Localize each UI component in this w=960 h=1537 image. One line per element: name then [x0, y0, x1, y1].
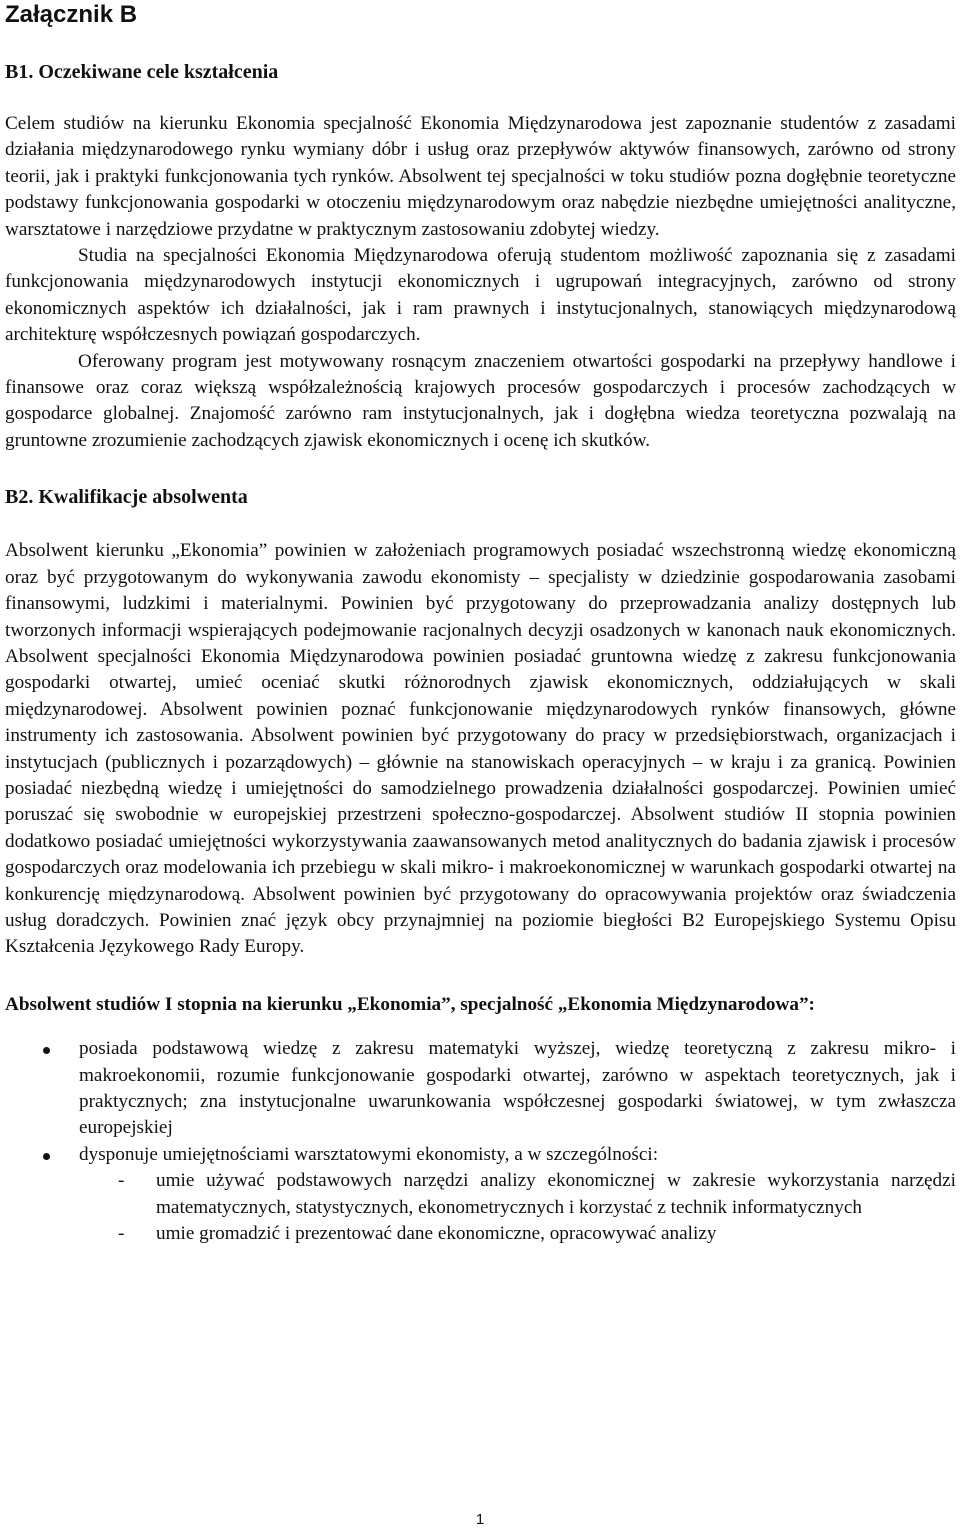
- b1-p1-text: Celem studiów na kierunku Ekonomia specjalność Ekonomia Międzynarodowa jest zapoznanie studentów z zasadami działania międzynarodowego rynku wymiany dóbr i usług oraz przepływów aktywów finansowych, zarówno od strony teorii, jak i praktyki funkcjonowania tych rynków. Absolwent tej specjalności w toku studiów pozna dogłębnie teoretyczne podstawy funkcjonowania gospodarki w otoczeniu międzynarodowym oraz nabędzie niezbędne umiejętności analityczne, warsztatowe i narzędziowe przydatne w praktycznym zastosowaniu zdobytej wiedzy.: [5, 113, 956, 240]
- b1-paragraph-1: [5, 111, 956, 243]
- b1-paragraph-3: [5, 349, 956, 455]
- dash-icon: -: [118, 1223, 125, 1245]
- list-item: [5, 1036, 956, 1142]
- sub-list: [79, 1168, 956, 1247]
- section-b2-heading: B2. Kwalifikacje absolwenta: [5, 486, 248, 509]
- sub-list-item: [5, 1221, 956, 1247]
- bullet-icon: [43, 1047, 50, 1054]
- bullet-text: dysponuje umiejętnościami warsztatowymi ekonomisty, a w szczególności:: [79, 1143, 659, 1165]
- sub-list-item: [5, 1168, 956, 1221]
- page-number: 1: [475, 1511, 485, 1528]
- sub-item-text: umie używać podstawowych narzędzi analizy ekonomicznej w zakresie wykorzystania narzędzi matematycznych, statystycznych, ekonometrycznych i korzystać z technik informatycznych: [156, 1170, 956, 1218]
- page-title: Załącznik B: [5, 1, 138, 28]
- list-item: [5, 1142, 956, 1248]
- graduate-bullet-list: [5, 1036, 956, 1247]
- b2-paragraph: [5, 538, 956, 961]
- dash-icon: -: [118, 1170, 125, 1192]
- bullet-icon: [43, 1153, 50, 1160]
- b1-p3-text: Oferowany program jest motywowany rosnącym znaczeniem otwartości gospodarki na przepływy handlowe i finansowe oraz coraz większą współzależnością krajowych procesów gospodarczych i procesów zachodzących w gospodarce globalnej. Znajomość zarówno ram instytucjonalnych, jak i dogłębna wiedza teoretyczna pozwalają na gruntowne zrozumienie zachodzących zjawisk ekonomicznych i ocenę ich skutków.: [5, 350, 956, 451]
- b1-paragraph-2: [5, 243, 956, 349]
- bullet-text: posiada podstawową wiedzę z zakresu matematyki wyższej, wiedzę teoretyczną z zakresu mikro- i makroekonomii, rozumie funkcjonowanie gospodarki otwartej, zarówno w aspektach teoretycznych, jak i praktycznych; zna instytucjonalne uwarunkowania współczesnej gospodarki światowej, w tym zwłaszcza europejskiej: [79, 1038, 956, 1139]
- section-b1-heading: B1. Oczekiwane cele kształcenia: [5, 61, 279, 83]
- b1-p2-text: Studia na specjalności Ekonomia Międzynarodowa oferują studentom możliwość zapoznania się z zasadami funkcjonowania międzynarodowych instytucji ekonomicznych i ugrupowań integracyjnych, zarówno od strony ekonomicznych aspektów ich działalności, jak i ram prawnych i instytucjonalnych, stanowiących międzynarodową architekturę współczesnych powiązań gospodarczych.: [5, 245, 956, 346]
- b2-text: Absolwent kierunku „Ekonomia” powinien w założeniach programowych posiadać wszechstronną wiedzę ekonomiczną oraz być przygotowanym do wykonywania zawodu ekonomisty – specjalisty w dziedzinie gospodarowania zasobami finansowymi, ludzkimi i materialnymi. Powinien być przygotowany do przeprowadzania analizy dostępnych lub tworzonych informacji wspierających podejmowanie racjonalnych decyzji osadzonych w kanonach nauk ekonomicznych. Absolwent specjalności Ekonomia Międzynarodowa powinien posiadać gruntowna wiedzę z zakresu funkcjonowania gospodarki otwartej, umieć oceniać skutki różnorodnych zjawisk ekonomicznych, oddziałujących w skali międzynarodowej. Absolwent powinien poznać funkcjonowanie międzynarodowych rynków finansowych, główne instrumenty ich zastosowania. Absolwent powinien być przygotowany do pracy w przedsiębiorstwach, organizacjach i instytucjach (publicznych i pozarządowych) – głównie na stanowiskach operacyjnych – w kraju i za granicą. Powinien posiadać niezbędną wiedzę i umiejętności do samodzielnego prowadzenia działalności gospodarczej. Powinien umieć poruszać się swobodnie w europejskiej przestrzeni społeczno-gospodarczej. Absolwent studiów II stopnia powinien dodatkowo posiadać umiejętności wykorzystywania zaawansowanych metod analitycznych do badania zjawisk i procesów gospodarczych oraz modelowania ich przebiegu w skali mikro- i makroekonomicznej w warunkach gospodarki otwartej na konkurencję międzynarodową. Absolwent powinien być przygotowany do opracowywania projektów oraz świadczenia usług doradczych. Powinien znać język obcy przynajmniej na poziomie biegłości B2 Europejskiego Systemu Opisu Kształcenia Językowego Rady Europy.: [5, 540, 956, 958]
- document-page: [5, 0, 956, 1247]
- graduate-heading: Absolwent studiów I stopnia na kierunku „Ekonomia”, specjalność „Ekonomia Międzynarodowa”:: [5, 993, 815, 1015]
- sub-item-text: umie gromadzić i prezentować dane ekonomiczne, opracowywać analizy: [156, 1223, 717, 1245]
